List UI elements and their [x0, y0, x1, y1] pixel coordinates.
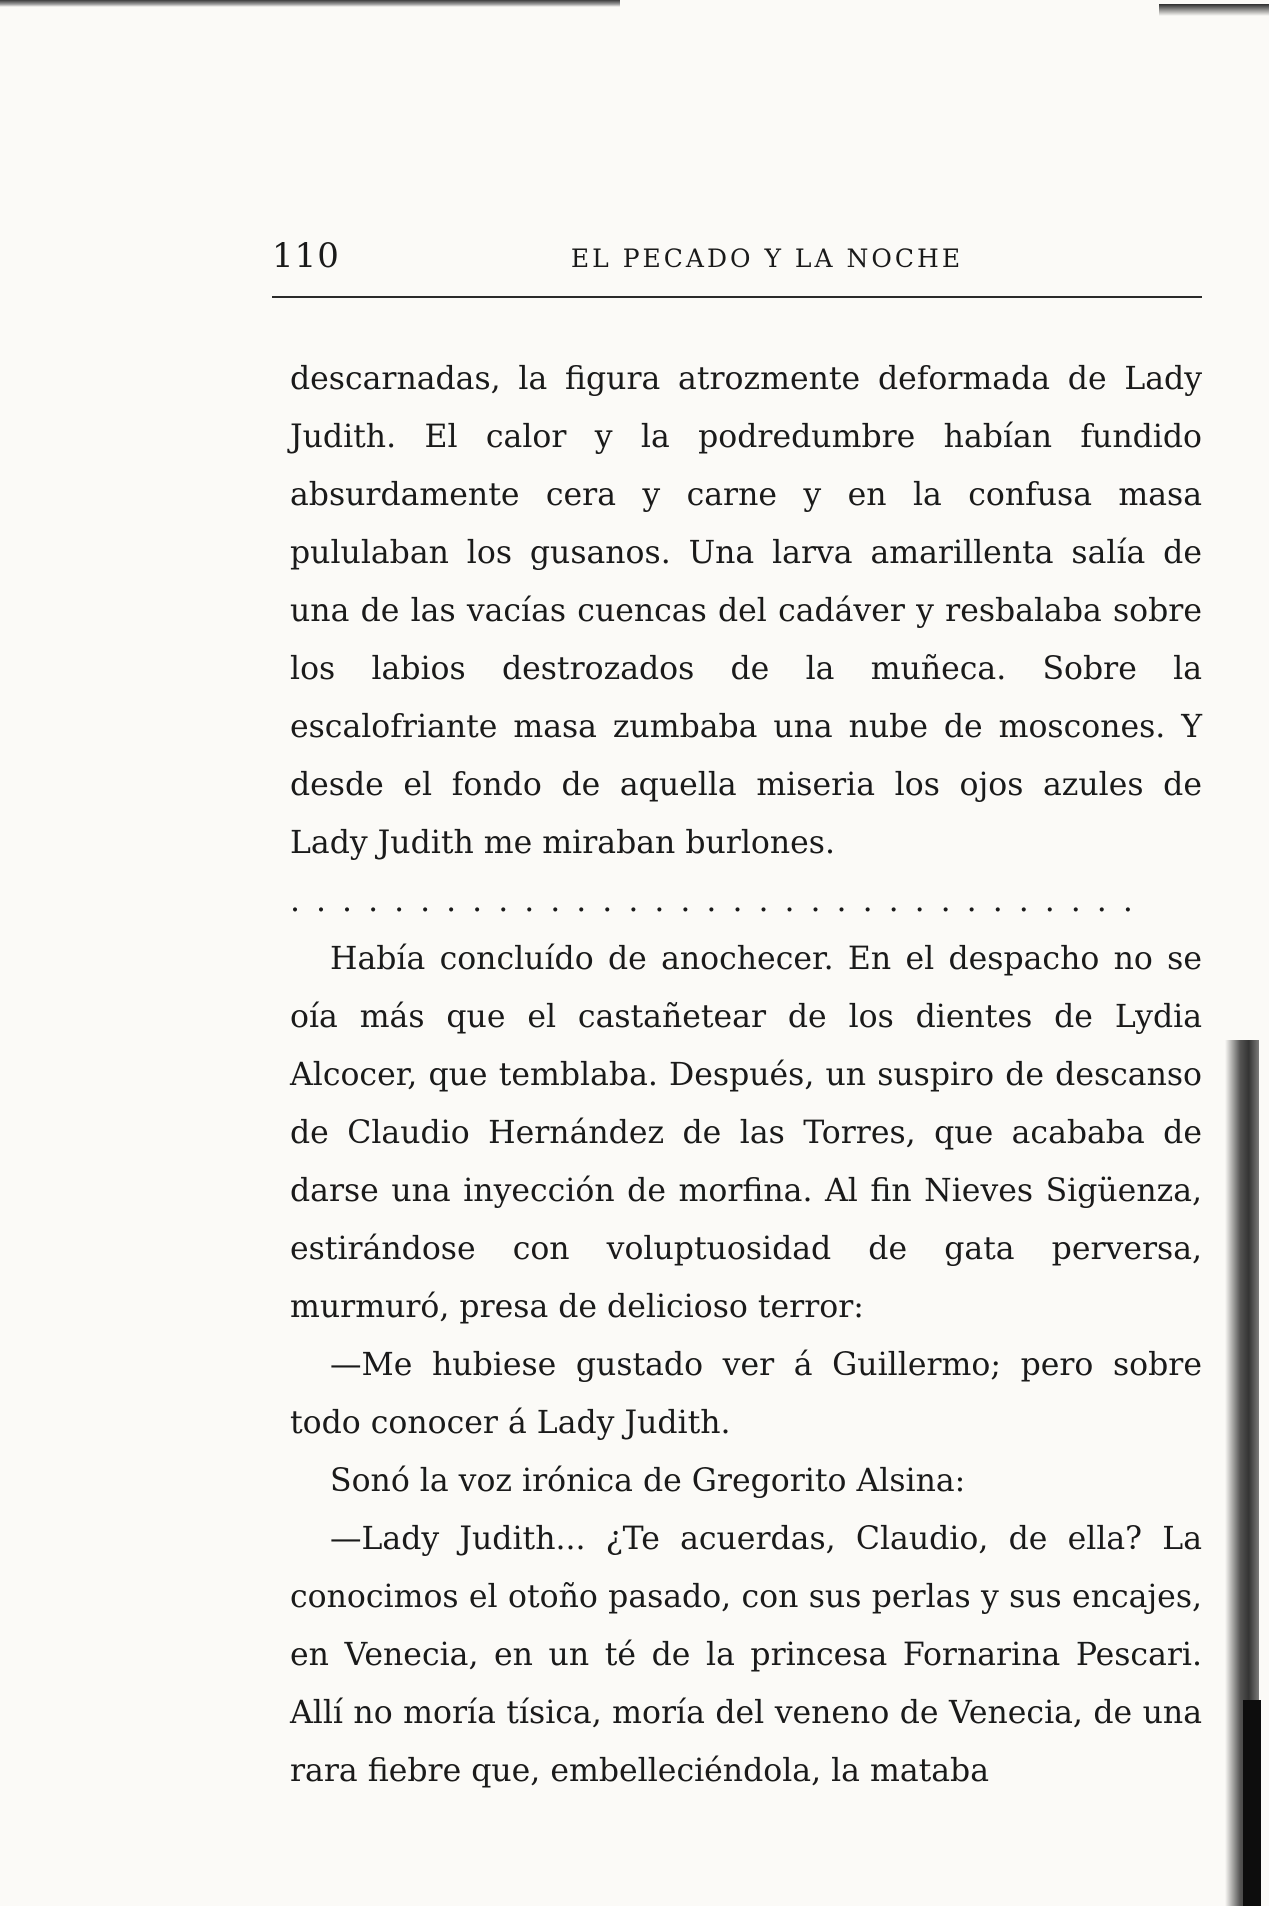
dialogue-paragraph: —Me hubiese gustado ver á Guillermo; pero sobre todo conocer á Lady Judith. — [290, 1347, 1202, 1441]
header-rule — [272, 296, 1202, 298]
running-title: EL PECADO Y LA NOCHE — [570, 244, 964, 273]
scan-shadow-top-left — [0, 0, 620, 7]
dialogue-paragraph: —Lady Judith... ¿Te acuerdas, Claudio, de ella? La conocimos el otoño pasado, con sus perlas y sus encajes, en Venecia, en un té de la princesa Fornarina Pescari. Allí no moría tísica, moría del veneno de Venecia, de una rara fiebre que, embelleciéndola, la mataba — [290, 1521, 1202, 1789]
scan-shadow-binding — [1243, 1700, 1261, 1906]
paragraph: Había concluído de anochecer. En el despacho no se oía más que el castañetear de los dientes de Lydia Alcocer, que temblaba. Después, un suspiro de descanso de Claudio Hernández de las Torres, que acababa de darse una inyección de morfina. Al fin Nieves Sigüenza, estirándose con voluptuosidad de gata perversa, murmuró, presa de delicioso terror: — [290, 941, 1202, 1325]
page-header — [272, 236, 1202, 280]
page-number: 110 — [272, 236, 340, 276]
scan-shadow-top-right — [1159, 4, 1269, 16]
section-separator: . . . . . . . . . . . . . . . . . . . . . . . . . . . . . . . . . — [290, 883, 1136, 919]
paragraph: Sonó la voz irónica de Gregorito Alsina: — [330, 1463, 966, 1499]
paragraph-continuation: descarnadas, la figura atrozmente deformada de Lady Judith. El calor y la podredumbre habían fundido absurdamente cera y carne y en la confusa masa pululaban los gusanos. Una larva amarillenta salía de una de las vacías cuencas del cadáver y resbalaba sobre los labios destrozados de la muñeca. Sobre la escalofriante masa zumbaba una nube de moscones. Y desde el fondo de aquella miseria los ojos azules de Lady Judith me miraban burlones. — [290, 361, 1202, 861]
body-text — [290, 350, 1202, 1800]
